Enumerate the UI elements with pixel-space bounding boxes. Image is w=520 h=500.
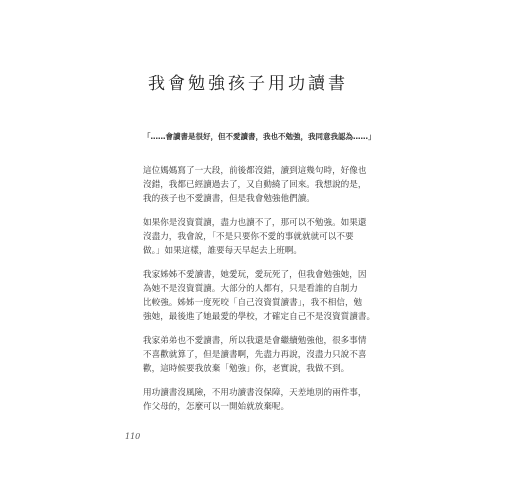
paragraph-1: [143, 164, 373, 206]
paragraph-5: [143, 386, 373, 414]
paragraph-4: [143, 334, 373, 376]
text-line: 沒盡力，我會說，「不是只要你不愛的事就就就可以不要: [143, 232, 354, 242]
text-line: 如果你是沒資質讀，盡力也讀不了，那可以不勉強。如果還: [143, 218, 367, 228]
paragraph-2: [143, 216, 373, 258]
text-line: 比較強。姊姊一度死咬「自己沒資質讀書」，我不相信，勉: [143, 298, 363, 308]
body-text: [143, 164, 376, 424]
text-line: 沒錯，我都已經讀過去了，又自動繞了回來。我想說的是，: [143, 180, 367, 190]
text-line: 不喜歡就算了，但是讀書啊，先盡力再說，沒盡力只說不喜: [143, 350, 367, 360]
page-number: 110: [125, 432, 141, 441]
text-line: 作父母的，怎麼可以一開始就放棄呢。: [143, 402, 290, 412]
text-line: 歡，這時候要我放棄「勉強」你，老實說，我做不到。: [143, 364, 350, 374]
chapter-title: 我會勉強孩子用功讀書: [148, 74, 348, 94]
paragraph-3: [143, 268, 376, 324]
text-line: 為她不是沒資質讀。大部分的人都有，只是看誰的自制力: [143, 284, 358, 294]
text-line: 我家姊姊不愛讀書，她愛玩，愛玩死了，但我會勉強她，因: [143, 270, 367, 280]
text-line: 用功讀書沒風險，不用功讀書沒保障，天差地別的兩件事，: [143, 388, 367, 398]
pull-quote: 「……會讀書是很好，但不愛讀書，我也不勉強，我同意我認為……」: [143, 132, 376, 141]
text-line: 我家弟弟也不愛讀書，所以我還是會繼續勉強他，很多事情: [143, 336, 367, 346]
text-line: 強她，最後進了她最愛的學校，才確定自己不是沒資質讀書。: [143, 312, 376, 322]
text-line: 這位媽媽寫了一大段，前後都沒錯，讀到這幾句時，好像也: [143, 166, 367, 176]
text-line: 做。」如果這樣，誰要每天早起去上班啊。: [143, 246, 302, 256]
text-line: 我的孩子也不愛讀書，但是我會勉強他們讀。: [143, 194, 315, 204]
